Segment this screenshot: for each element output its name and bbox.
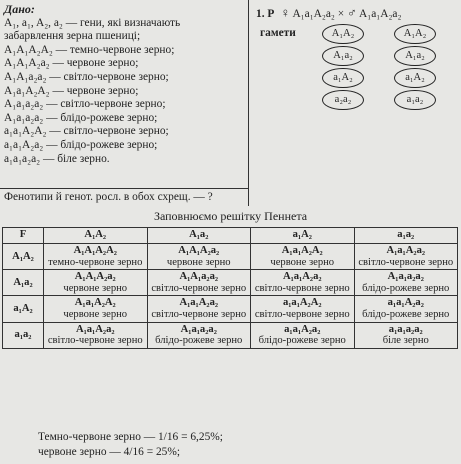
cell-phenotype: світло-червоне зерно (358, 256, 454, 268)
cell-phenotype: світло-червоне зерно (254, 308, 350, 320)
table-row (3, 270, 458, 296)
row-gamete: a₁a₂ (3, 322, 44, 348)
cell-genotype: A₁a₁A₂A₂ (281, 245, 323, 256)
punnett-cell (251, 322, 355, 348)
corner-cell: F (3, 228, 44, 244)
gamete-oval: a₁A₂ (322, 68, 364, 88)
result-line: Темно-червоне зерно — 1/16 = 6,25%; (38, 431, 223, 443)
female-genotype: A₁a₁A₂a₂ (292, 8, 335, 20)
punnett-cell (251, 296, 355, 322)
cell-genotype: A₁a₁A₂A₂ (74, 297, 116, 309)
cell-phenotype: блідо-рожеве зерно (362, 282, 450, 294)
column-gamete: A₁a₂ (147, 228, 251, 244)
punnett-cell (354, 270, 458, 296)
punnett-cell (44, 296, 148, 322)
punnett-cell (44, 244, 148, 270)
cell-phenotype: червоне зерно (166, 256, 231, 268)
cell-genotype: A₁a₁A₂a₂ (75, 323, 115, 335)
row-gamete: A₁a₂ (3, 270, 44, 296)
results-section (38, 430, 223, 459)
cell-genotype: A₁a₁a₂a₂ (180, 323, 217, 335)
punnett-cell (354, 244, 458, 270)
cell-genotype: a₁a₁A₂a₂ (284, 323, 321, 335)
cell-phenotype: біле зерно (382, 335, 429, 347)
punnett-cell (251, 270, 355, 296)
cell-genotype: A₁a₁A₂a₂ (179, 297, 219, 309)
cell-genotype: A₁a₁a₂a₂ (387, 271, 424, 283)
cell-phenotype: червоне зерно (63, 282, 128, 294)
punnett-cell (44, 270, 148, 296)
given-line: забарвлення зерна пшениці; (4, 30, 141, 43)
male-symbol-icon: ♂ (347, 5, 357, 20)
cell-phenotype: блідо-рожеве зерно (362, 308, 450, 320)
cell-phenotype: блідо-рожеве зерно (258, 335, 346, 347)
given-line: A₁A₁A₂A₂ — темно-червоне зерно; (4, 43, 175, 56)
table-row (3, 296, 458, 322)
punnett-cell (354, 296, 458, 322)
cell-genotype: A₁a₁A₂a₂ (282, 271, 322, 283)
column-divider (248, 0, 249, 206)
gamete-oval: A₁a₂ (322, 46, 364, 66)
cell-phenotype: червоне зерно (270, 256, 335, 268)
given-divider (0, 188, 248, 189)
cross-sign: × (337, 8, 345, 20)
cell-genotype: A₁A₁A₂a₂ (74, 271, 116, 283)
cross-step: 1. P (256, 8, 275, 20)
gamete-oval: A₁a₂ (394, 46, 436, 66)
question-line: Фенотипи й генот. росл. в обох схрещ. — ? (4, 191, 213, 203)
table-header-row (3, 228, 458, 244)
given-line: A₁A₁A₂a₂ — червоне зерно; (4, 57, 139, 70)
cell-phenotype: червоне зерно (63, 308, 128, 320)
cell-phenotype: світло-червоне зерно (151, 308, 247, 320)
table-row (3, 244, 458, 270)
punnett-cell (147, 244, 251, 270)
gamete-oval: a₁A₂ (394, 68, 436, 88)
punnett-cell (147, 322, 251, 348)
given-line: a₁a₁A₂a₂ — блідо-рожеве зерно; (4, 138, 158, 151)
given-line: A₁A₁a₂a₂ — світло-червоне зерно; (4, 70, 169, 83)
punnett-cell (147, 296, 251, 322)
cross-section (256, 6, 456, 112)
cell-phenotype: темно-червоне зерно (48, 256, 143, 268)
row-gamete: A₁A₂ (3, 244, 44, 270)
gamete-oval: A₁A₂ (394, 24, 436, 44)
cell-genotype: a₁a₁a₂a₂ (388, 323, 423, 335)
table-row (3, 322, 458, 348)
column-gamete: a₁A₂ (251, 228, 355, 244)
given-line: A₁a₁a₂a₂ — світло-червоне зерно; (4, 98, 166, 111)
cell-genotype: A₁A₁a₂a₂ (179, 271, 219, 283)
gamete-oval: A₁A₂ (322, 24, 364, 44)
punnett-title: Заповнюємо решітку Пеннета (153, 209, 308, 223)
cell-genotype: a₁a₁A₂A₂ (282, 297, 322, 309)
given-heading: Дано: (4, 2, 35, 16)
punnett-cell (44, 322, 148, 348)
gamete-oval: a₂a₂ (322, 90, 364, 110)
cell-phenotype: світло-червоне зерно (254, 282, 350, 294)
cell-genotype: A₁a₁A₂a₂ (386, 245, 426, 256)
given-section (4, 3, 244, 166)
cell-genotype: a₁a₁A₂a₂ (387, 297, 424, 309)
female-symbol-icon: ♀ (277, 5, 291, 20)
gametes-label: гамети (260, 26, 296, 39)
given-line: A₁a₁a₂a₂ — блідо-рожеве зерно; (4, 111, 158, 124)
given-line: a₁a₁a₂a₂ — біле зерно. (4, 152, 110, 165)
punnett-cell (147, 270, 251, 296)
cell-genotype: A₁A₁A₂A₂ (73, 245, 117, 256)
cell-phenotype: світло-червоне зерно (47, 335, 143, 347)
given-line: A₁, a₁, A₂, a₂ — гени, які визначають (4, 16, 181, 29)
gamete-oval: a₁a₂ (394, 90, 436, 110)
given-line: A₁a₁A₂A₂ — червоне зерно; (4, 84, 139, 97)
cell-phenotype: блідо-рожеве зерно (155, 335, 243, 347)
column-gamete: a₁a₂ (354, 228, 458, 244)
column-gamete: A₁A₂ (44, 228, 148, 244)
punnett-square (2, 227, 458, 349)
cell-genotype: A₁A₁A₂a₂ (178, 245, 220, 256)
punnett-cell (251, 244, 355, 270)
given-line: a₁a₁A₂A₂ — світло-червоне зерно; (4, 125, 169, 138)
male-genotype: A₁a₁A₂a₂ (359, 8, 402, 20)
row-gamete: a₁A₂ (3, 296, 44, 322)
cell-phenotype: світло-червоне зерно (151, 282, 247, 294)
result-line: червоне зерно — 4/16 = 25%; (38, 445, 181, 458)
punnett-cell (354, 322, 458, 348)
